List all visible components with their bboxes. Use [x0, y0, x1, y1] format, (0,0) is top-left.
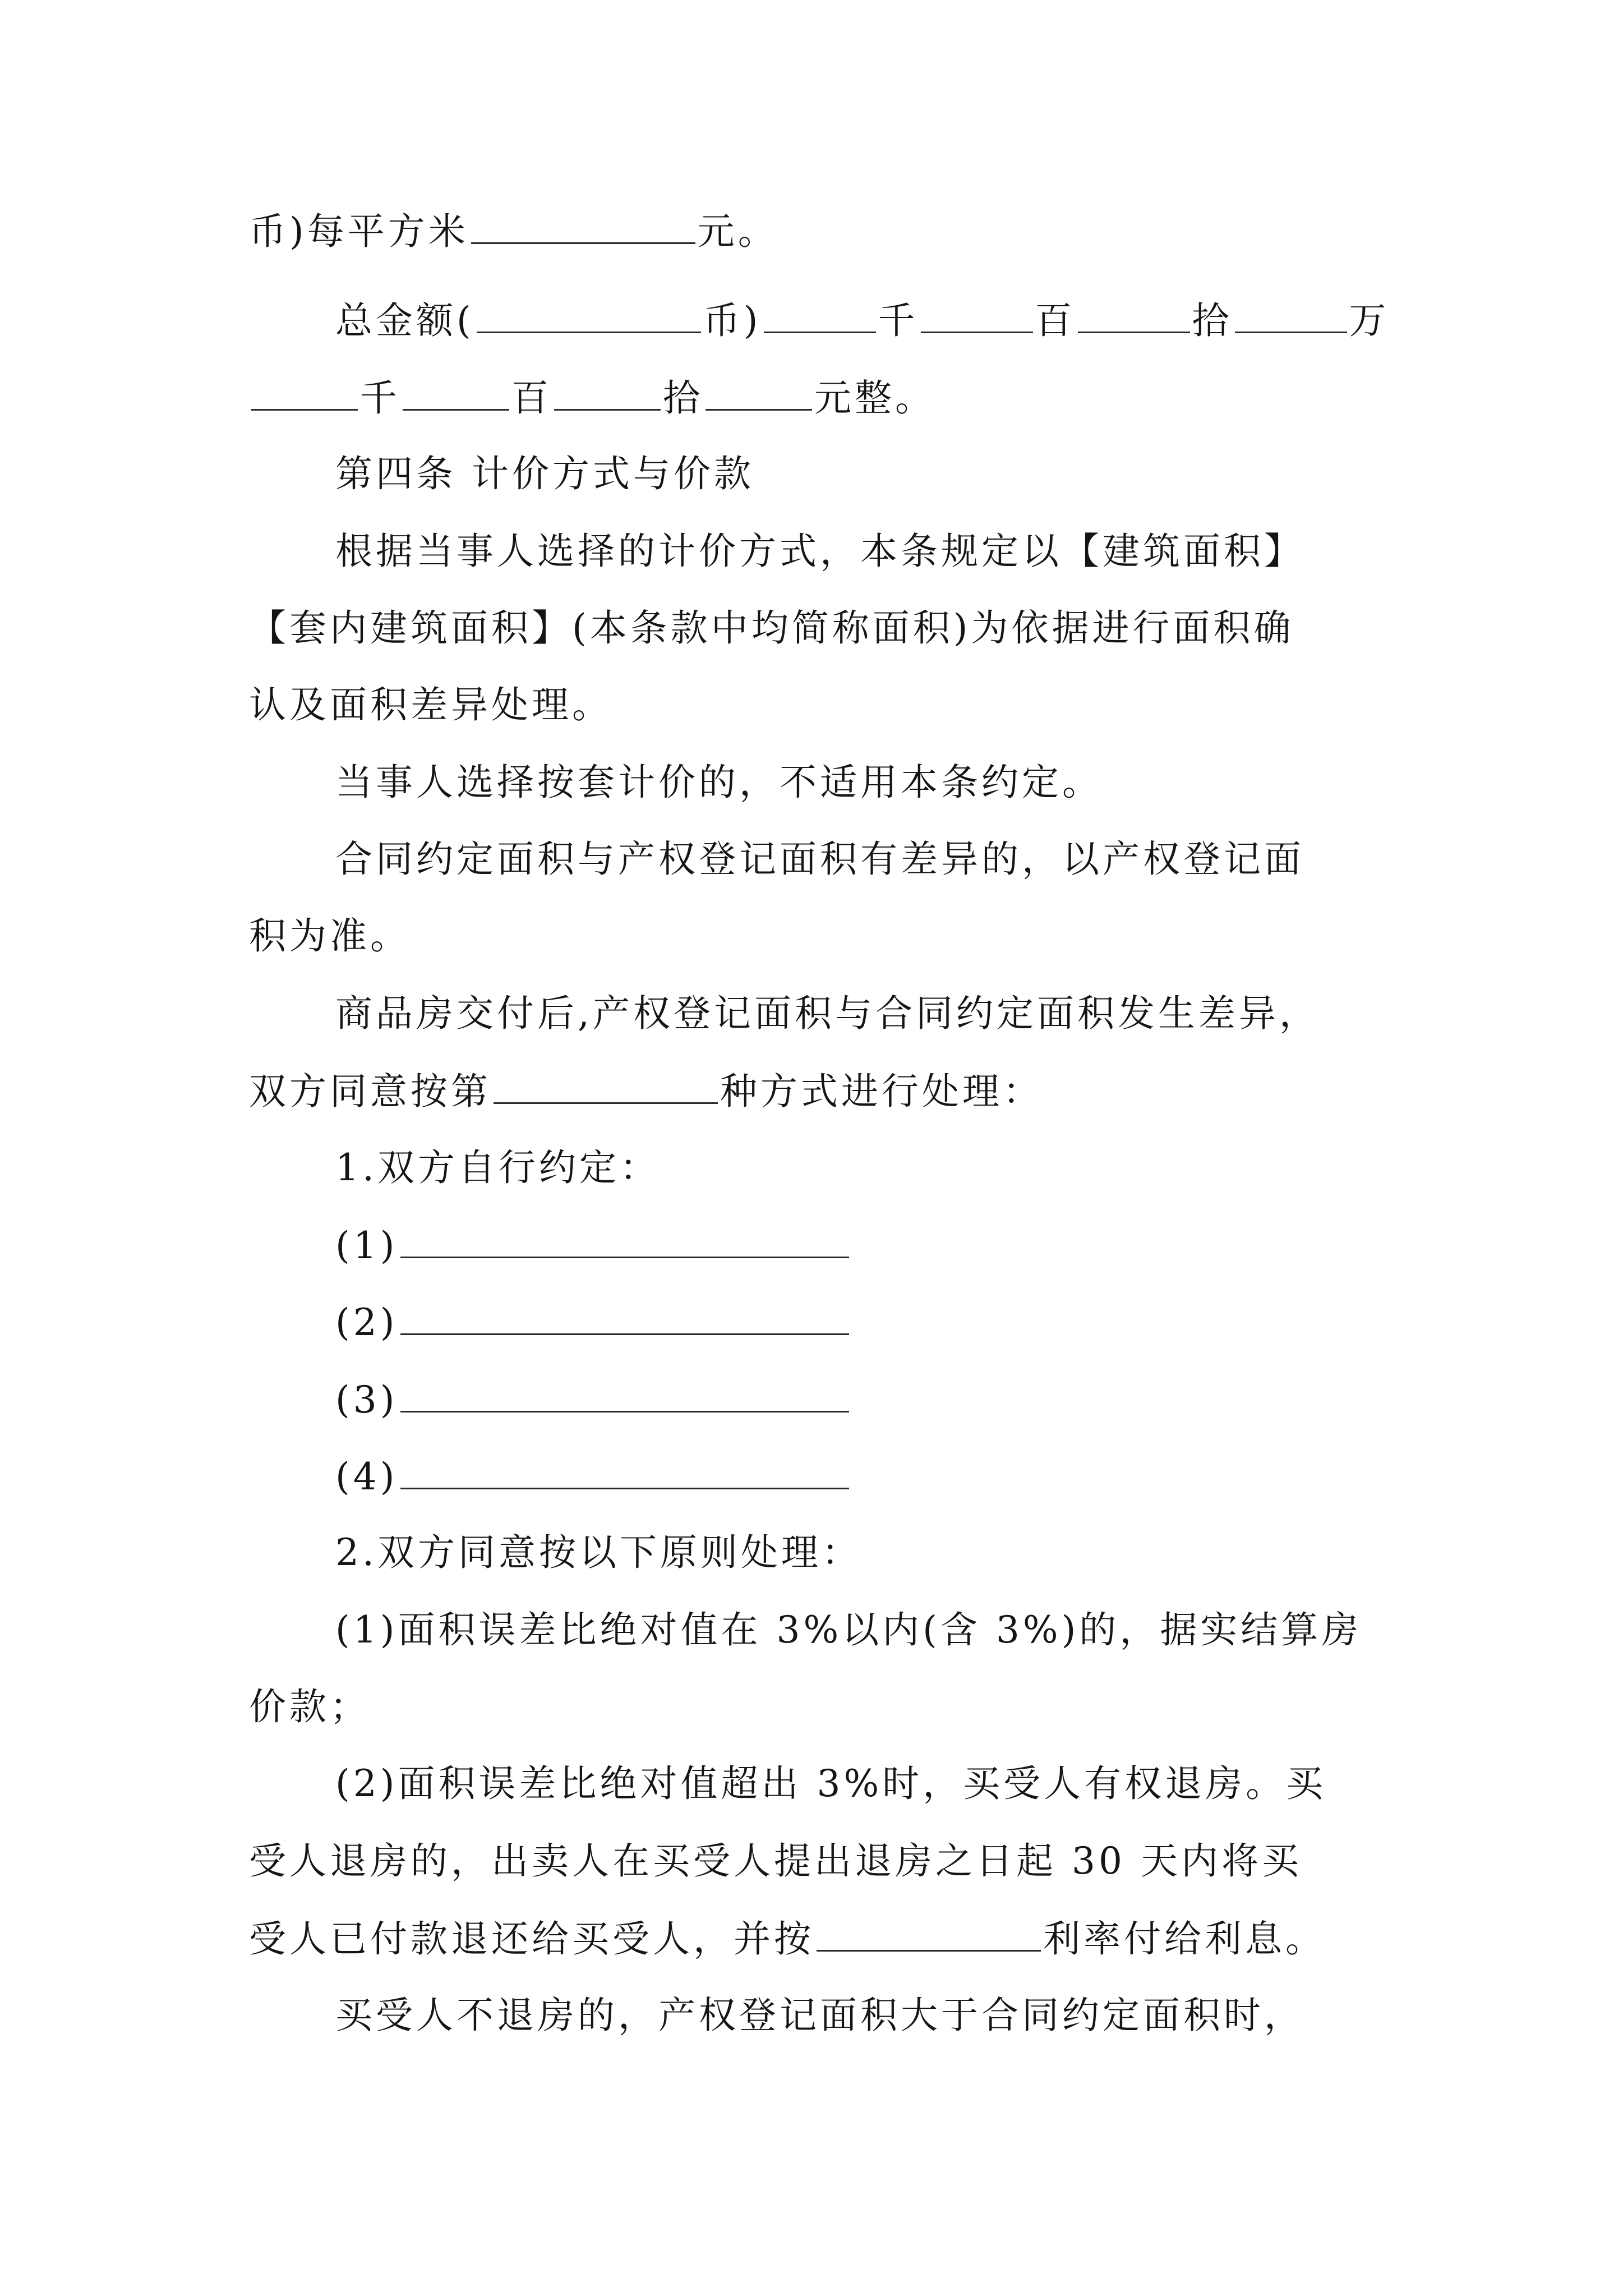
text: 百 — [1035, 299, 1076, 342]
text-line — [249, 1065, 1043, 1117]
text: 双方同意按第 — [249, 1070, 491, 1113]
fill-blank — [400, 1296, 849, 1335]
fill-blank — [921, 295, 1033, 333]
fill-blank — [400, 1374, 849, 1412]
text: 拾 — [1192, 299, 1233, 342]
fill-blank — [764, 295, 876, 333]
text: 万 — [1349, 299, 1390, 342]
text-line: 2.双方同意按以下原则处理： — [335, 1531, 862, 1574]
text-line: 合同约定面积与产权登记面积有差异的，以产权登记面 — [335, 838, 1304, 881]
text: 百 — [511, 376, 552, 420]
text-line: 买受人不退房的，产权登记面积大于合同约定面积时， — [335, 1994, 1304, 2037]
text-line — [249, 1913, 1326, 1964]
text: 拾 — [663, 376, 703, 420]
text: 千 — [360, 376, 400, 420]
text: (2) — [335, 1301, 398, 1344]
text: 受人已付款退还给买受人，并按 — [249, 1917, 814, 1961]
text: 种方式进行处理： — [720, 1070, 1043, 1113]
text-line — [249, 372, 935, 424]
text-line: 受人退房的，出卖人在买受人提出退房之日起 30 天内将买 — [249, 1839, 1302, 1883]
text-line: 1.双方自行约定： — [335, 1146, 660, 1189]
text-line: 价款； — [249, 1685, 370, 1728]
text-line — [249, 205, 778, 257]
text-line: 认及面积差异处理。 — [249, 683, 612, 726]
fill-blank — [400, 1220, 849, 1258]
fill-blank — [403, 372, 509, 411]
text-line: (2)面积误差比绝对值超出 3%时，买受人有权退房。买 — [335, 1762, 1327, 1805]
fill-blank — [706, 372, 812, 411]
text: 币)每平方米 — [249, 210, 469, 253]
fill-blank — [251, 372, 358, 411]
fill-blank — [400, 1451, 849, 1489]
text-line — [335, 1451, 851, 1502]
text: (4) — [335, 1455, 398, 1498]
text-line: 当事人选择按套计价的，不适用本条约定。 — [335, 761, 1103, 804]
text: (3) — [335, 1378, 398, 1421]
text-line: 积为准。 — [249, 914, 411, 958]
text-line — [335, 1220, 851, 1271]
text-line — [335, 1296, 851, 1348]
text: 总金额( — [335, 299, 474, 342]
text-line: (1)面积误差比绝对值在 3%以内(含 3%)的，据实结算房 — [335, 1608, 1362, 1651]
text: 千 — [878, 299, 919, 342]
fill-blank — [554, 372, 661, 411]
text: 币) — [703, 299, 762, 342]
text-line: 商品房交付后,产权登记面积与合同约定面积发生差异， — [335, 992, 1320, 1035]
fill-blank — [1078, 295, 1190, 333]
fill-blank — [1235, 295, 1347, 333]
fill-blank — [477, 295, 701, 333]
text: 元。 — [697, 210, 778, 253]
text: (1) — [335, 1224, 398, 1267]
fill-blank — [817, 1913, 1041, 1952]
text-line — [335, 295, 1390, 346]
text: 元整。 — [814, 376, 935, 420]
section-heading: 第四条 计价方式与价款 — [335, 452, 754, 495]
fill-blank — [471, 205, 695, 244]
text: 利率付给利息。 — [1043, 1917, 1326, 1961]
text-line: 【套内建筑面积】(本条款中均简称面积)为依据进行面积确 — [249, 606, 1294, 650]
text-line — [335, 1374, 851, 1425]
fill-blank — [494, 1065, 718, 1104]
text-line: 根据当事人选择的计价方式，本条规定以【建筑面积】 — [335, 530, 1304, 573]
